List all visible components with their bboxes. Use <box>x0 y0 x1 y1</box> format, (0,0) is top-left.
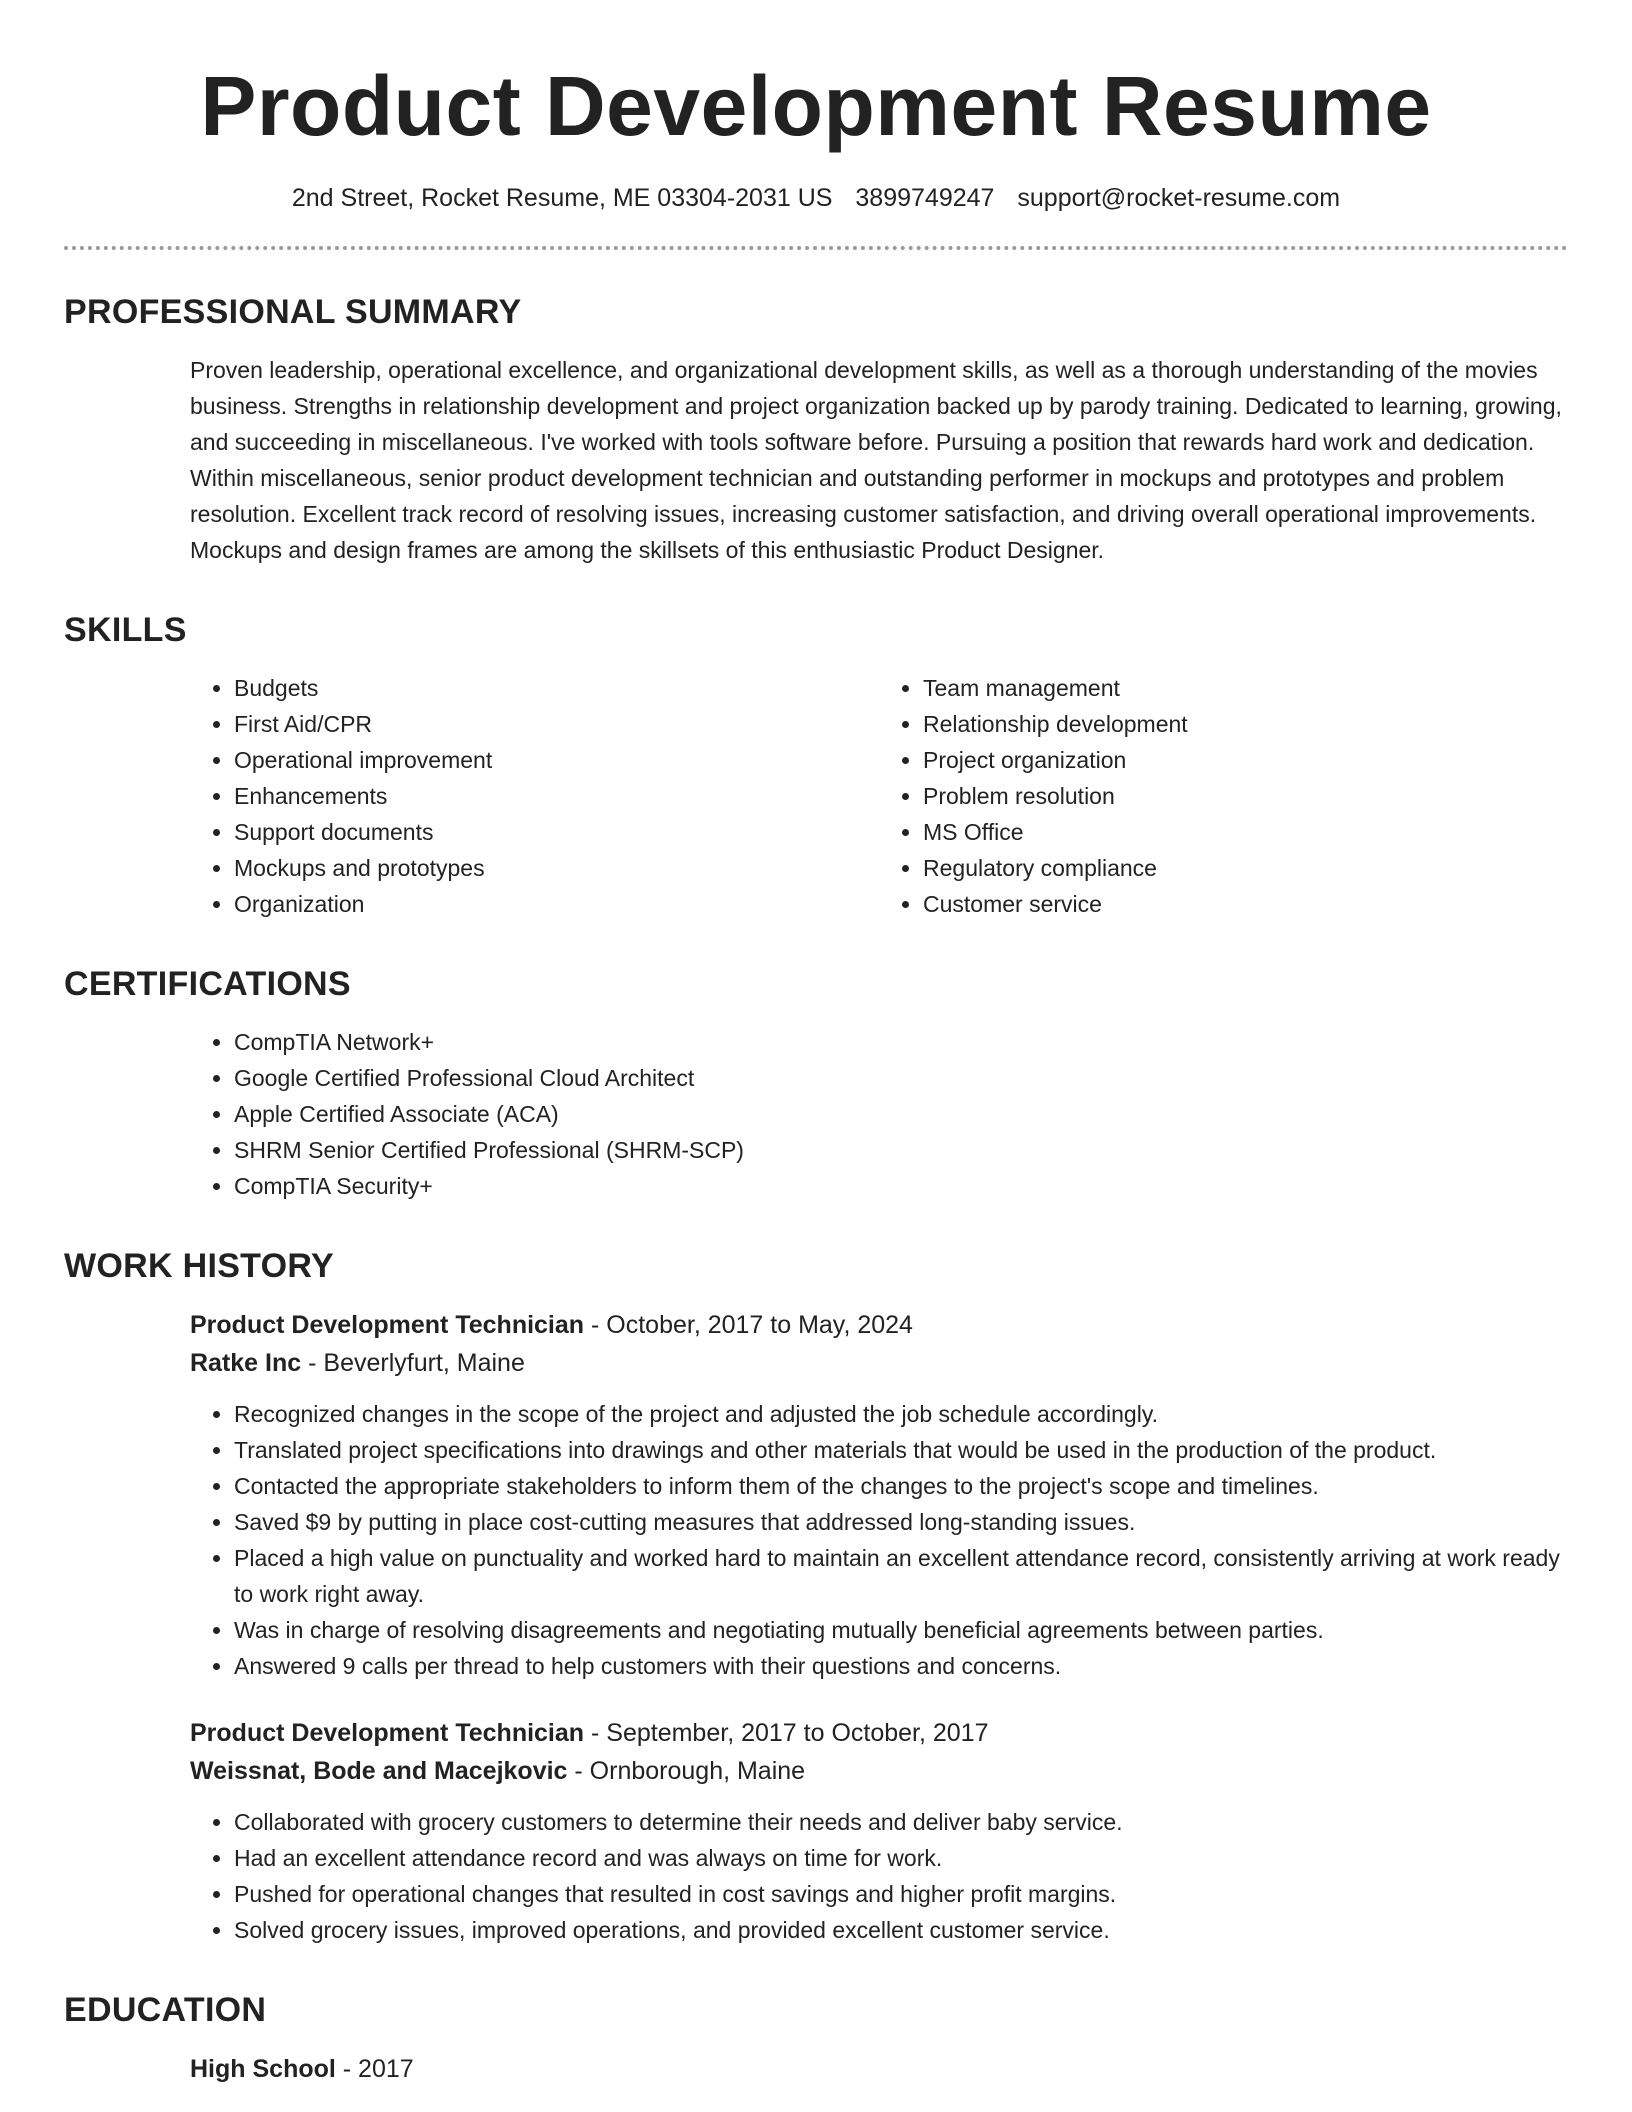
work-history-section <box>64 1244 1568 1948</box>
skill-item: • Mockups and prototypes <box>234 850 879 886</box>
summary-title: PROFESSIONAL SUMMARY <box>64 293 522 331</box>
job-bullet: • Recognized changes in the scope of the project and adjusted the job schedule accordingly. <box>234 1396 1568 1432</box>
certification-item: • SHRM Senior Certified Professional (SHRM-SCP) <box>234 1132 1568 1168</box>
skills-grid <box>190 670 1568 922</box>
job-role-line <box>190 1714 1568 1752</box>
job-bullet: • Had an excellent attendance record and was always on time for work. <box>234 1840 1568 1876</box>
job-bullet: • Collaborated with grocery customers to determine their needs and deliver baby service. <box>234 1804 1568 1840</box>
education-degree: High School <box>190 2055 336 2083</box>
work-history-title: WORK HISTORY <box>64 1247 334 1285</box>
job-role: Product Development Technician <box>190 1311 585 1339</box>
certification-item: • Apple Certified Associate (ACA) <box>234 1096 1568 1132</box>
contact-line <box>64 182 1568 214</box>
job-bullet: • Was in charge of resolving disagreements and negotiating mutually beneficial agreements between parties. <box>234 1612 1568 1648</box>
skill-item: • Operational improvement <box>234 742 879 778</box>
skill-item: • Support documents <box>234 814 879 850</box>
certification-item: • CompTIA Network+ <box>234 1024 1568 1060</box>
skill-item: • Customer service <box>923 886 1568 922</box>
job-bullet: • Saved $9 by putting in place cost-cutting measures that addressed long-standing issues. <box>234 1504 1568 1540</box>
skill-item: • First Aid/CPR <box>234 706 879 742</box>
skill-item: • Relationship development <box>923 706 1568 742</box>
resume-title: Product Development Resume <box>200 59 1432 153</box>
skill-item: • Problem resolution <box>923 778 1568 814</box>
job-dates: - September, 2017 to October, 2017 <box>584 1719 989 1747</box>
job-dates: - October, 2017 to May, 2024 <box>584 1311 913 1339</box>
skill-item: • Project organization <box>923 742 1568 778</box>
job-location: - Ornborough, Maine <box>567 1757 806 1785</box>
skills-right-list <box>879 670 1568 922</box>
contact-address: 2nd Street, Rocket Resume, ME 03304-2031 US <box>291 184 833 212</box>
skills-section <box>64 608 1568 922</box>
certification-item: • CompTIA Security+ <box>234 1168 1568 1204</box>
resume-header <box>64 0 1568 250</box>
summary-text: Proven leadership, operational excellence, and organizational development skills, as well as a thorough understanding of the movies business. Strengths in relationship development and project organization backed up by parody training. Dedicated to learning, growing, and succeeding in miscellaneous. I've worked with tools software before. Pursuing a position that rewards hard work and dedication. Within miscellaneous, senior product development technician and outstanding performer in mockups and prototypes and problem resolution. Excellent track record of resolving issues, increasing customer satisfaction, and driving overall operational improvements. Mockups and design frames are among the skillsets of this enthusiastic Product Designer. <box>190 357 1562 563</box>
skill-item: • Organization <box>234 886 879 922</box>
job-bullet: • Answered 9 calls per thread to help customers with their questions and concerns. <box>234 1648 1568 1684</box>
job-location: - Beverlyfurt, Maine <box>301 1349 525 1377</box>
header-divider <box>64 246 1568 250</box>
education-section <box>64 1988 1568 2088</box>
education-entry <box>190 2050 1568 2088</box>
contact-email: support@rocket-resume.com <box>1017 184 1341 212</box>
job-bullet: • Translated project specifications into drawings and other materials that would be used in the production of the product. <box>234 1432 1568 1468</box>
certifications-title: CERTIFICATIONS <box>64 965 351 1003</box>
skills-left-list <box>190 670 879 922</box>
summary-section <box>64 290 1568 568</box>
job-bullet: • Pushed for operational changes that resulted in cost savings and higher profit margins. <box>234 1876 1568 1912</box>
certification-item: • Google Certified Professional Cloud Architect <box>234 1060 1568 1096</box>
skill-item: • Enhancements <box>234 778 879 814</box>
job-bullets <box>190 1804 1568 1948</box>
education-title: EDUCATION <box>64 1991 267 2029</box>
skill-item: • Budgets <box>234 670 879 706</box>
job-role: Product Development Technician <box>190 1719 585 1747</box>
job-role-line <box>190 1306 1568 1344</box>
job-bullets <box>190 1396 1568 1684</box>
certifications-section <box>64 962 1568 1204</box>
job-entry <box>190 1714 1568 1948</box>
skills-title: SKILLS <box>64 611 187 649</box>
job-company-line <box>190 1752 1568 1790</box>
job-bullet: • Placed a high value on punctuality and worked hard to maintain an excellent attendance record, consistently arriving at work ready to work right away. <box>234 1540 1568 1612</box>
job-company: Ratke Inc <box>190 1349 302 1377</box>
job-bullet: • Contacted the appropriate stakeholders to inform them of the changes to the project's scope and timelines. <box>234 1468 1568 1504</box>
job-company-line <box>190 1344 1568 1382</box>
certifications-list <box>190 1024 1568 1204</box>
education-year: - 2017 <box>335 2055 414 2083</box>
job-company: Weissnat, Bode and Macejkovic <box>190 1757 568 1785</box>
job-entry <box>190 1306 1568 1684</box>
contact-phone: 3899749247 <box>855 184 995 212</box>
skill-item: • Team management <box>923 670 1568 706</box>
skill-item: • Regulatory compliance <box>923 850 1568 886</box>
job-bullet: • Solved grocery issues, improved operations, and provided excellent customer service. <box>234 1912 1568 1948</box>
skill-item: • MS Office <box>923 814 1568 850</box>
